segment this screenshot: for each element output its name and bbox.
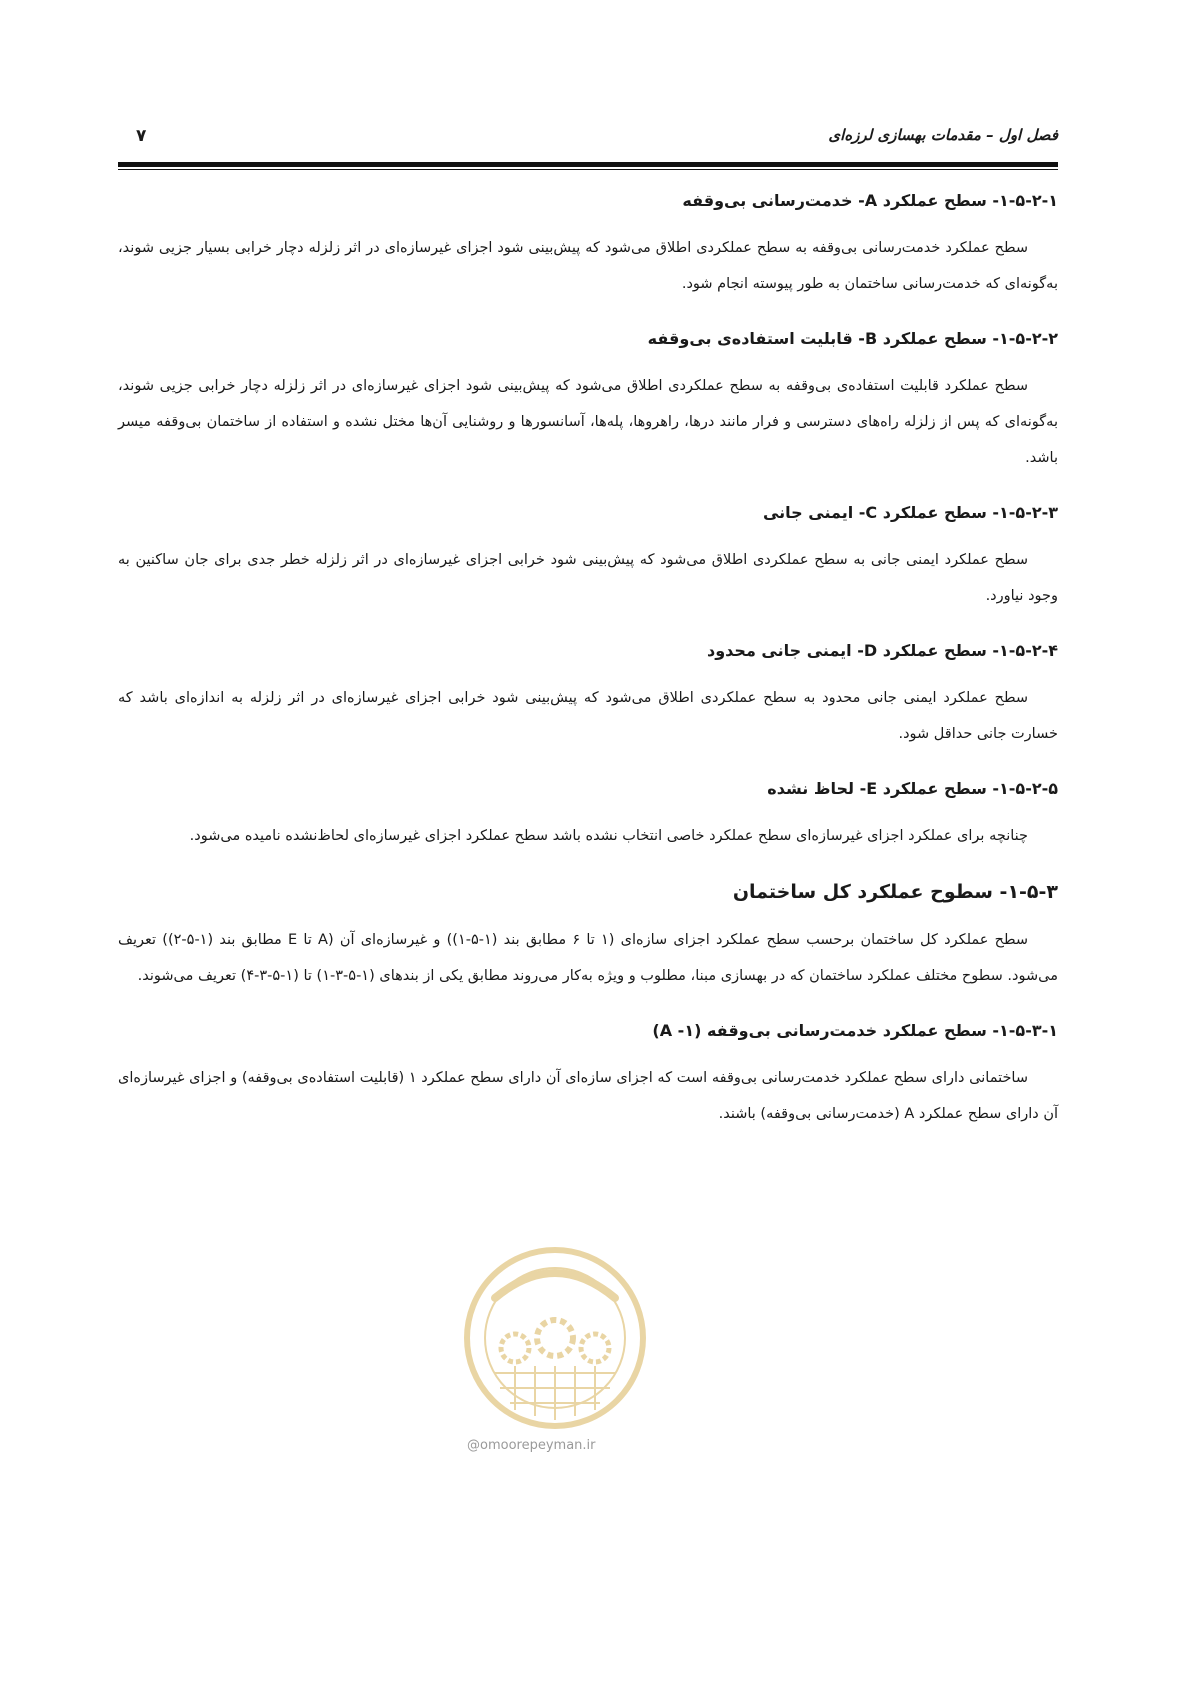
paragraph-1-5-2-5: چنانچه برای عملکرد اجزای غیرسازه‌ای سطح عملکرد خاصی انتخاب نشده باشد سطح عملکرد اجزای غیرسازه‌ای لحاظ‌نشده نامیده می‌شود. — [189, 828, 1028, 844]
paragraph-1-5-2-1: سطح عملکرد خدمت‌رسانی بی‌وقفه به سطح عملکردی اطلاق می‌شود که پیش‌بینی شود اجزای غیرسازه‌ای در اثر زلزله دچار خرابی بسیار جزیی شوند، به‌گونه‌ای که خدمت‌رسانی ساختمان به طور پیوسته انجام شود. — [118, 240, 1058, 292]
heading-1-5-3-1: ۱-۵-۳-۱- سطح عملکرد خدمت‌رسانی بی‌وقفه (۱- A) — [652, 1021, 1058, 1040]
watermark-logo — [455, 1238, 655, 1448]
heading-1-5-2-4: ۱-۵-۲-۴- سطح عملکرد D- ایمنی جانی محدود — [707, 641, 1058, 660]
paragraph-1-5-3-1: ساختمانی دارای سطح عملکرد خدمت‌رسانی بی‌وقفه است که اجزای سازه‌ای آن دارای سطح عملکرد ۱ (قابلیت استفاده‌ی بی‌وقفه) و اجزای غیرسازه‌ای آن دارای سطح عملکرد A (خدمت‌رسانی بی‌وقفه) باشند. — [118, 1070, 1058, 1122]
watermark-url: @omoorepeyman.ir — [467, 1438, 596, 1453]
main-content — [118, 180, 1058, 1132]
running-header — [118, 126, 1058, 156]
heading-1-5-3: ۱-۵-۳- سطوح عملکرد کل ساختمان — [732, 881, 1058, 903]
header-rule — [118, 162, 1058, 170]
heading-1-5-2-3: ۱-۵-۲-۳- سطح عملکرد C- ایمنی جانی — [762, 503, 1058, 522]
heading-1-5-2-5: ۱-۵-۲-۵- سطح عملکرد E- لحاظ نشده — [767, 779, 1058, 798]
page-number: ۷ — [136, 126, 147, 146]
paragraph-1-5-2-2: سطح عملکرد قابلیت استفاده‌ی بی‌وقفه به سطح عملکردی اطلاق می‌شود که پیش‌بینی شود اجزای غیرسازه‌ای در اثر زلزله دچار خرابی جزیی شوند، به‌گونه‌ای که پس از زلزله راه‌های دسترسی و فرار مانند درها، راهروها، پله‌ها، آسانسورها و روشنایی آن‌ها مختل نشده و استفاده از ساختمان بی‌وقفه میسر باشد. — [118, 378, 1058, 466]
heading-1-5-2-2: ۱-۵-۲-۲- سطح عملکرد B- قابلیت استفاده‌ی بی‌وقفه — [647, 329, 1058, 348]
paragraph-1-5-2-4: سطح عملکرد ایمنی جانی محدود به سطح عملکردی اطلاق می‌شود که پیش‌بینی شود خرابی اجزای غیرسازه‌ای در اثر زلزله به اندازه‌ای باشد که خسارت جانی حداقل شود. — [118, 690, 1058, 742]
paragraph-1-5-2-3: سطح عملکرد ایمنی جانی به سطح عملکردی اطلاق می‌شود که پیش‌بینی شود خرابی اجزای غیرسازه‌ای در اثر زلزله خطر جدی برای جان ساکنین به وجود نیاورد. — [118, 552, 1058, 604]
chapter-title: فصل اول – مقدمات بهسازی لرزه‌ای — [828, 126, 1058, 144]
paragraph-1-5-3: سطح عملکرد کل ساختمان برحسب سطح عملکرد اجزای سازه‌ای (۱ تا ۶ مطابق بند (۱-۵-۱)) و غیرسازه‌ای آن (A تا E مطابق بند (۱-۵-۲)) تعریف می‌شود. سطوح مختلف عملکرد ساختمان که در بهسازی مبنا، مطلوب و ویژه به‌کار می‌روند مطابق یکی از بندهای (۱-۵-۳-۱) تا (۱-۵-۳-۴) تعریف می‌شوند. — [118, 932, 1058, 984]
heading-1-5-2-1: ۱-۵-۲-۱- سطح عملکرد A- خدمت‌رسانی بی‌وقفه — [682, 191, 1058, 210]
